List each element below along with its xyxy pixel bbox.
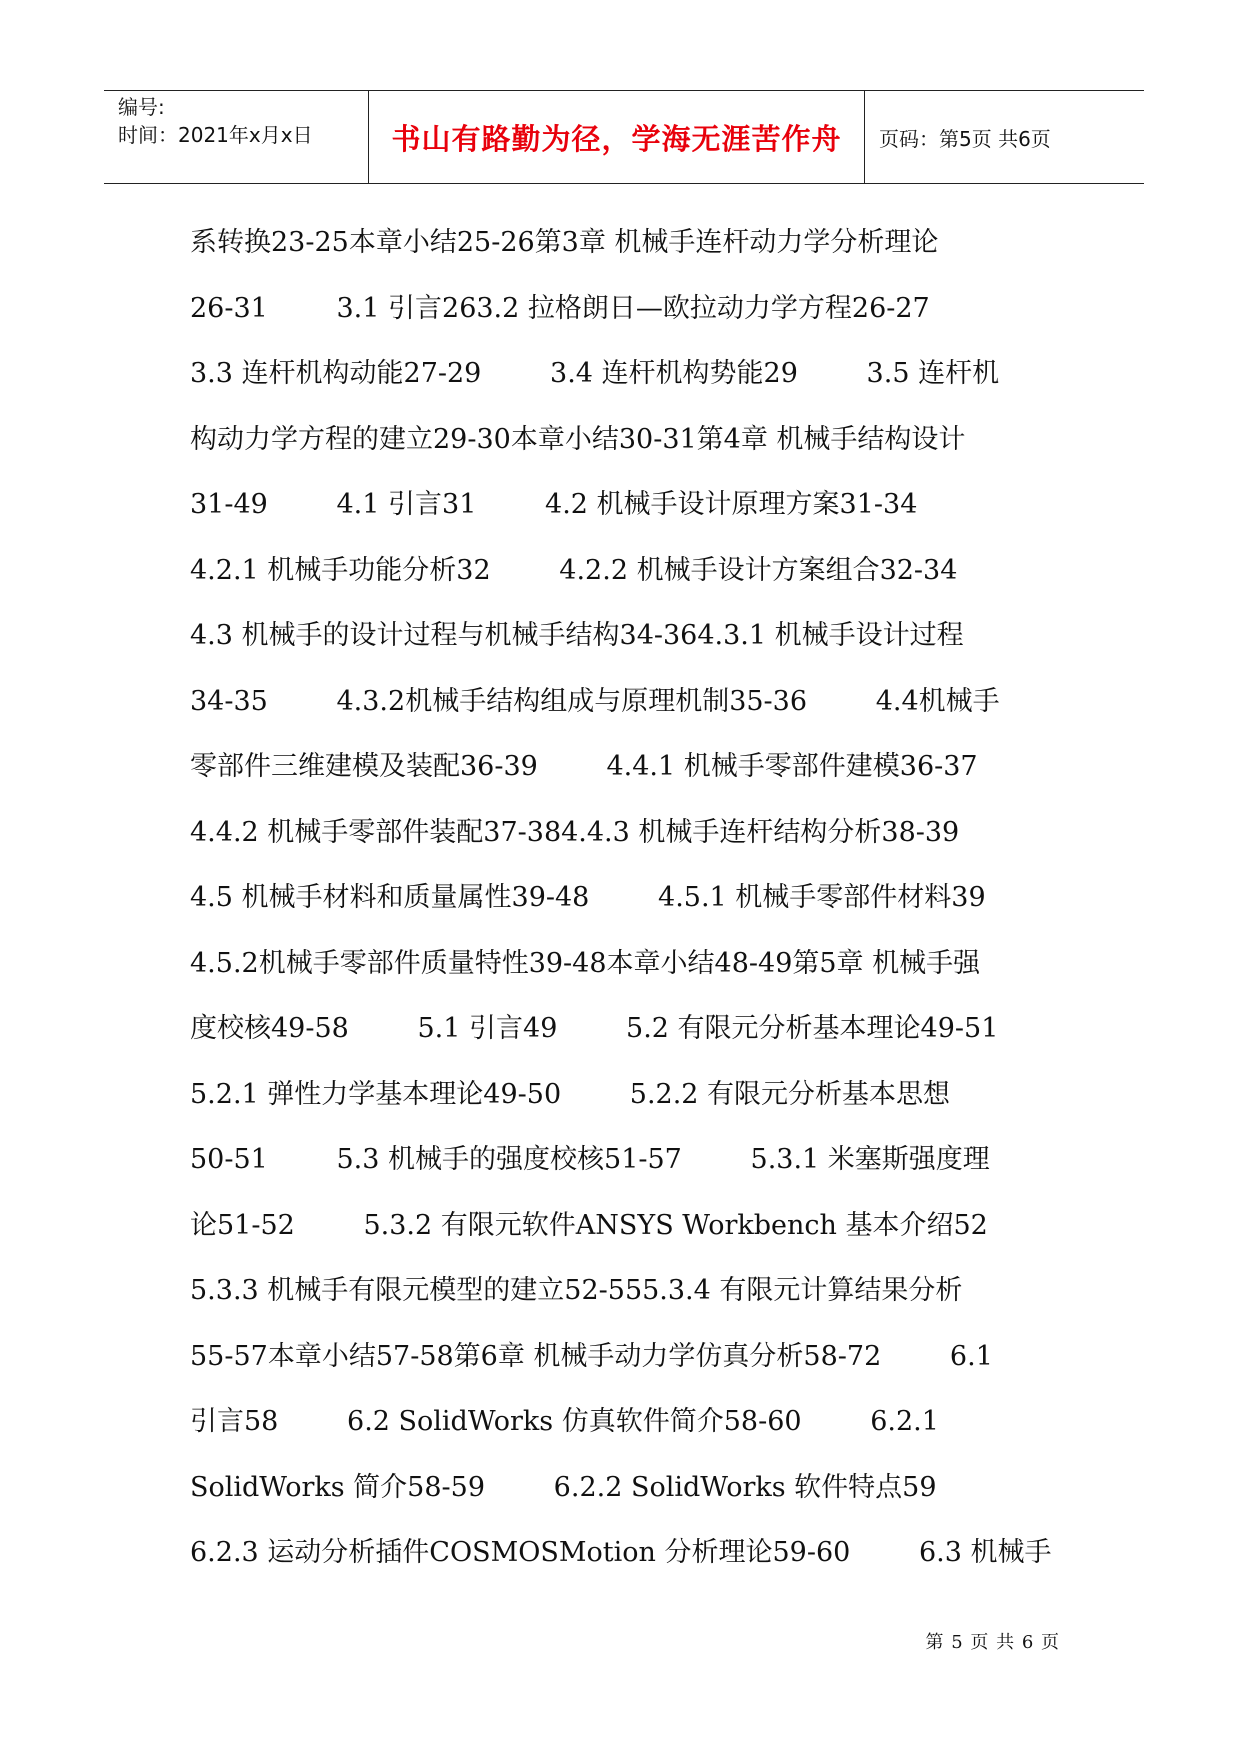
text-line: 构动力学方程的建立29-30本章小结30-31第4章 机械手结构设计 (190, 423, 966, 455)
text-line: 31-49 4.1 引言31 4.2 机械手设计原理方案31-34 (190, 489, 918, 520)
text-line: 论51-52 5.3.2 有限元软件ANSYS Workbench 基本介绍52 (190, 1209, 988, 1241)
text-line: 4.5 机械手材料和质量属性39-48 4.5.1 机械手零部件材料39 (190, 882, 986, 913)
text-line: 3.3 连杆机构动能27-29 3.4 连杆机构势能29 3.5 连杆机 (190, 358, 1000, 389)
text-line: 6.2.3 运动分析插件COSMOSMotion 分析理论59-60 6.3 机械手 (190, 1537, 1052, 1568)
page-header (104, 90, 1144, 184)
text-line: SolidWorks 简介58-59 6.2.2 SolidWorks 软件特点59 (190, 1471, 937, 1503)
text-line: 零部件三维建模及装配36-39 4.4.1 机械手零部件建模36-37 (190, 751, 978, 782)
header-page-cell (865, 91, 1144, 183)
text-line: 26-31 3.1 引言263.2 拉格朗日—欧拉动力学方程26-27 (190, 292, 930, 324)
text-line: 系转换23-25本章小结25-26第3章 机械手连杆动力学分析理论 (190, 227, 939, 258)
document-number-label: 编号: (118, 95, 165, 119)
page-footer: 第 5 页 共 6 页 (925, 1632, 1060, 1653)
header-meta (104, 91, 369, 183)
text-line: 4.5.2机械手零部件质量特性39-48本章小结48-49第5章 机械手强 (190, 947, 981, 979)
text-line: 引言58 6.2 SolidWorks 仿真软件简介58-60 6.2.1 (190, 1406, 939, 1437)
text-line: 55-57本章小结57-58第6章 机械手动力学仿真分析58-72 6.1 (190, 1340, 993, 1372)
header-motto: 书山有路勤为径，学海无涯苦作舟 (391, 121, 842, 156)
text-line: 4.4.2 机械手零部件装配37-384.4.3 机械手连杆结构分析38-39 (190, 816, 960, 848)
text-line: 4.3 机械手的设计过程与机械手结构34-364.3.1 机械手设计过程 (190, 620, 964, 651)
text-line: 34-35 4.3.2机械手结构组成与原理机制35-36 4.4机械手 (190, 685, 1000, 717)
document-time-label: 时间：2021年x月x日 (118, 123, 313, 147)
text-line: 5.3.3 机械手有限元模型的建立52-555.3.4 有限元计算结果分析 (190, 1275, 963, 1306)
header-motto-cell (369, 91, 865, 183)
text-line: 5.2.1 弹性力学基本理论49-50 5.2.2 有限元分析基本思想 (190, 1078, 951, 1110)
header-page-info: 页码：第5页 共6页 (879, 126, 1051, 151)
document-body (190, 210, 1090, 1586)
text-line: 度校核49-58 5.1 引言49 5.2 有限元分析基本理论49-51 (190, 1013, 999, 1044)
text-line: 4.2.1 机械手功能分析32 4.2.2 机械手设计方案组合32-34 (190, 554, 958, 586)
text-line: 50-51 5.3 机械手的强度校核51-57 5.3.1 米塞斯强度理 (190, 1144, 990, 1175)
